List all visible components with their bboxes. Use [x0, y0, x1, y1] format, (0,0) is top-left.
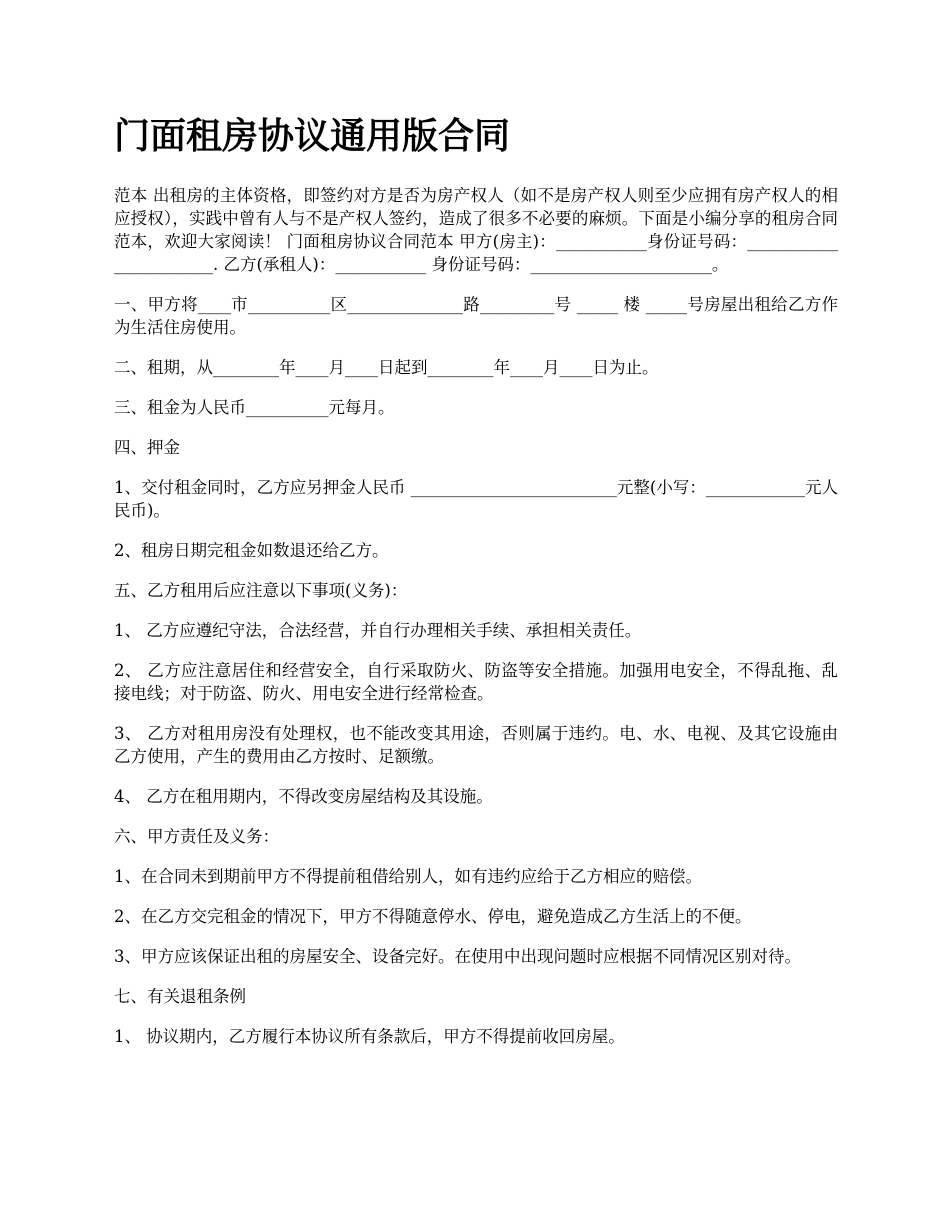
paragraph-clause-2: 二、租期，从________年____月____日起到________年____月____日为止。: [114, 358, 659, 377]
document-body: [114, 112, 838, 1065]
paragraph-landlord-duty-3: 3、甲方应该保证出租的房屋安全、设备完好。在使用中出现问题时应根据不同情况区别对待。: [114, 947, 801, 966]
section-heading-termination: 七、有关退租条例: [114, 987, 246, 1006]
document-title: 门面租房协议通用版合同: [114, 116, 511, 157]
paragraph-intro: 范本 出租房的主体资格，即签约对方是否为房产权人（如不是房产权人则至少应拥有房产权人的相应授权），实践中曾有人与不是产权人签约，造成了很多不必要的麻烦。下面是小编分享的租房合同范本，欢迎大家阅读！ 门面租房协议合同范本 甲方(房主)：___________身份证号码：_______________________. 乙方(承租人)：___________ 身份证号码：______________________。: [114, 186, 838, 274]
paragraph-tenant-duty-4: 4、 乙方在租用期内，不得改变房屋结构及其设施。: [114, 787, 493, 806]
paragraph-deposit-1: 1、交付租金同时，乙方应另押金人民币 _________________________元整(小写：____________元人民币)。: [114, 478, 838, 520]
paragraph-tenant-duty-2: 2、 乙方应注意居住和经营安全，自行采取防火、防盗等安全措施。加强用电安全，不得乱拖、乱接电线；对于防盗、防火、用电安全进行经常检查。: [114, 661, 838, 703]
paragraph-tenant-duty-1: 1、 乙方应遵纪守法，合法经营，并自行办理相关手续、承担相关责任。: [114, 621, 642, 640]
paragraph-clause-1: 一、甲方将____市__________区______________路_________号 _____ 楼 _____号房屋出租给乙方作为生活住房使用。: [114, 295, 838, 337]
paragraph-termination-1: 1、 协议期内，乙方履行本协议所有条款后，甲方不得提前收回房屋。: [114, 1027, 625, 1046]
paragraph-clause-3: 三、租金为人民币__________元每月。: [114, 398, 395, 417]
section-heading-deposit: 四、押金: [114, 438, 180, 457]
section-heading-tenant-duties: 五、乙方租用后应注意以下事项(义务)：: [114, 581, 408, 600]
paragraph-landlord-duty-1: 1、在合同未到期前甲方不得提前租借给别人，如有违约应给于乙方相应的赔偿。: [114, 867, 702, 886]
paragraph-deposit-2: 2、租房日期完租金如数退还给乙方。: [114, 541, 389, 560]
paragraph-landlord-duty-2: 2、在乙方交完租金的情况下，甲方不得随意停水、停电，避免造成乙方生活上的不便。: [114, 907, 752, 926]
paragraph-tenant-duty-3: 3、 乙方对租用房没有处理权，也不能改变其用途，否则属于违约。电、水、电视、及其它设施由乙方使用，产生的费用由乙方按时、足额缴。: [114, 724, 838, 766]
section-heading-landlord-duties: 六、甲方责任及义务：: [114, 827, 279, 846]
